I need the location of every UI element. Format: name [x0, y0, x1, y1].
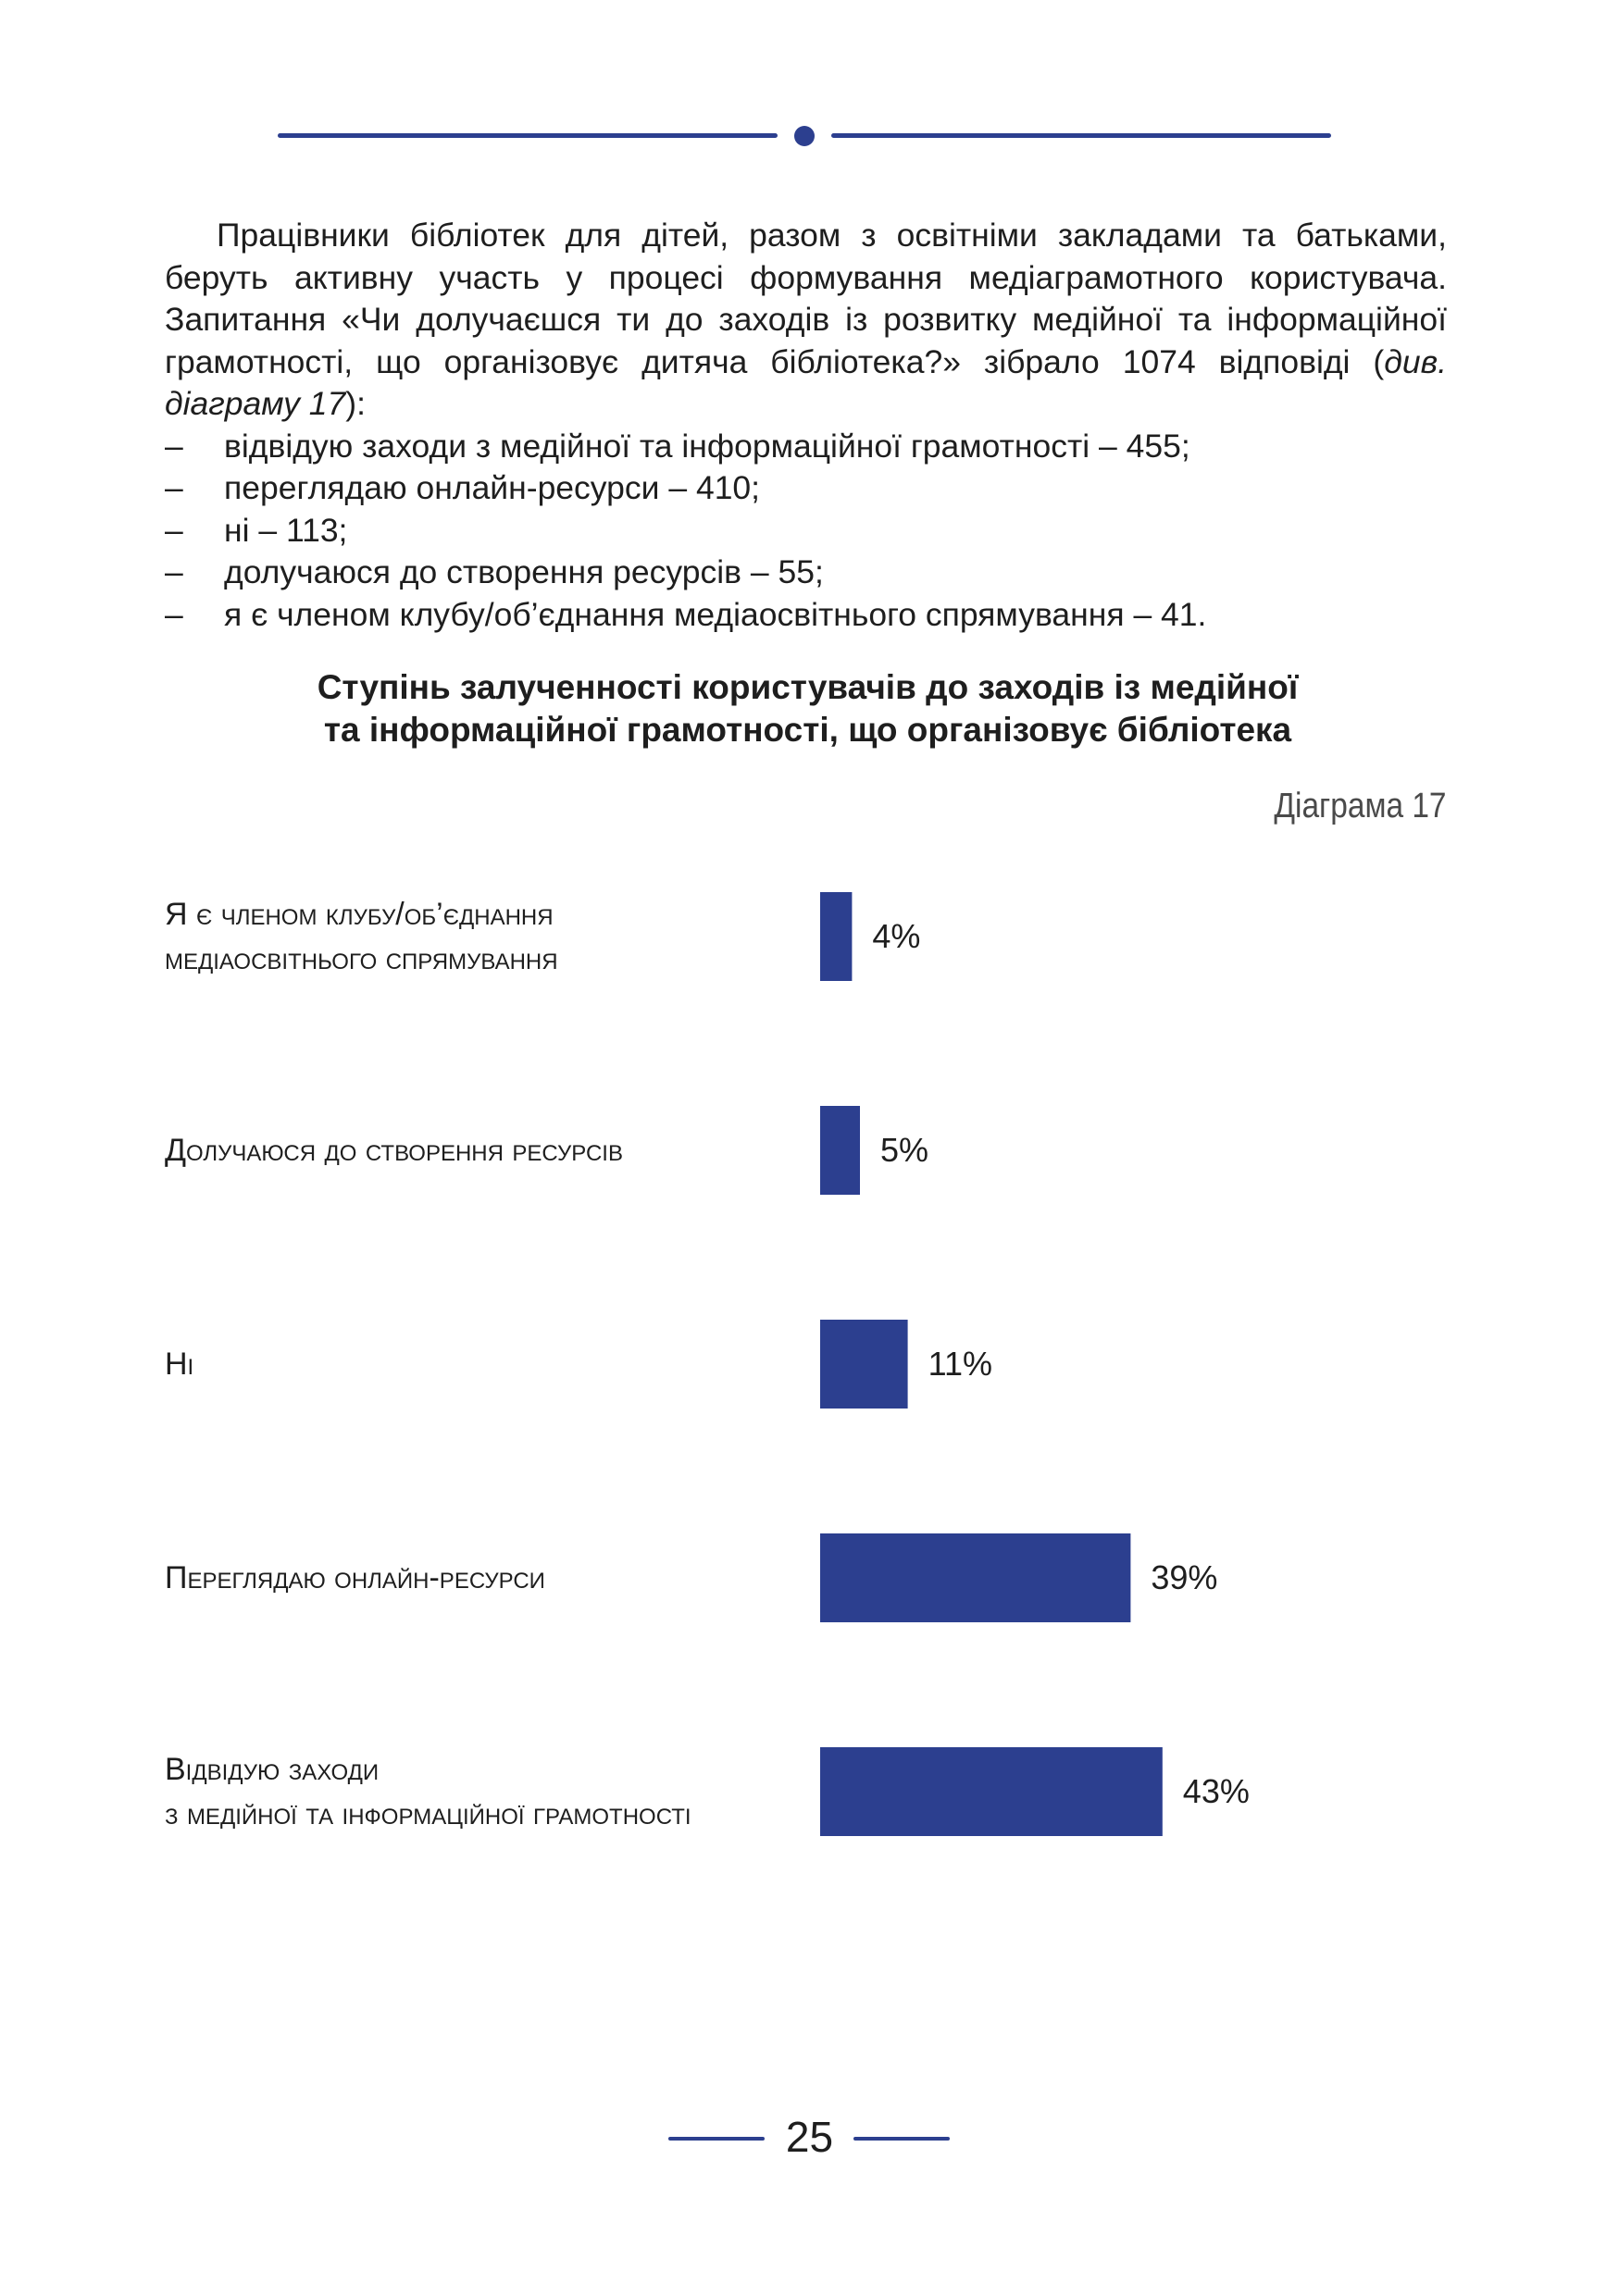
category-label-line: Переглядаю онлайн-ресурси	[165, 1560, 545, 1595]
list-dash: –	[165, 553, 183, 590]
diagram-reference: див. діаграму 17	[165, 342, 1447, 422]
bar-value-label: 43%	[1182, 1772, 1250, 1810]
list-item-text: долучаюся до створення ресурсів – 55;	[224, 553, 824, 590]
category-label-line: Відвідую заходи	[165, 1752, 380, 1787]
bar-value-label: 4%	[872, 917, 921, 955]
list-item-text: я є членом клубу/об’єднання медіаосвітнього спрямування – 41.	[224, 595, 1207, 633]
bar	[820, 1106, 860, 1195]
category-label-line: Я є членом клубу/об’єднання	[165, 897, 554, 932]
bar	[820, 1533, 1130, 1622]
category-label-line: Ні	[165, 1347, 194, 1382]
bar	[820, 892, 852, 981]
list-dash: –	[165, 469, 183, 506]
bar-value-label: 39%	[1151, 1558, 1218, 1596]
category-label-line: медіаосвітнього спрямування	[165, 941, 558, 976]
chart-title-line-2: та інформаційної грамотності, що організовує бібліотека	[323, 711, 1292, 749]
footer-rule-right	[853, 2137, 950, 2141]
list-dash: –	[165, 511, 183, 549]
list-item-text: ні – 113;	[224, 511, 348, 549]
intro-text: Працівники бібліотек для дітей, разом з освітніми закладами та батьками, беруть активну участь у процесі формування медіаграмотного користувача. Запитання «Чи долучаєшся ти до заходів із розвитку медійної та інформаційної грамотності, що організовує дитяча бібліотека?» зібрало 1074 відповіді (	[165, 217, 1447, 380]
list-item-text: переглядаю онлайн-ресурси – 410;	[224, 469, 761, 506]
list-dash: –	[165, 595, 183, 633]
bar-value-label: 5%	[880, 1131, 929, 1169]
category-label-line: з медійної та інформаційної грамотності	[165, 1796, 691, 1831]
bar	[820, 1320, 908, 1409]
diagram-label: Діаграма 17	[1274, 787, 1447, 825]
list-item-text: відвідую заходи з медійної та інформаційної грамотності – 455;	[224, 427, 1190, 465]
intro-tail: ):	[345, 385, 366, 422]
list-dash: –	[165, 427, 183, 465]
chart-title-line-1: Ступінь залученності користувачів до заходів із медійної	[317, 668, 1299, 706]
category-label-line: Долучаюся до створення ресурсів	[165, 1133, 623, 1168]
page-number: 25	[785, 2113, 834, 2161]
bar-value-label: 11%	[928, 1345, 992, 1383]
bar	[820, 1747, 1163, 1836]
